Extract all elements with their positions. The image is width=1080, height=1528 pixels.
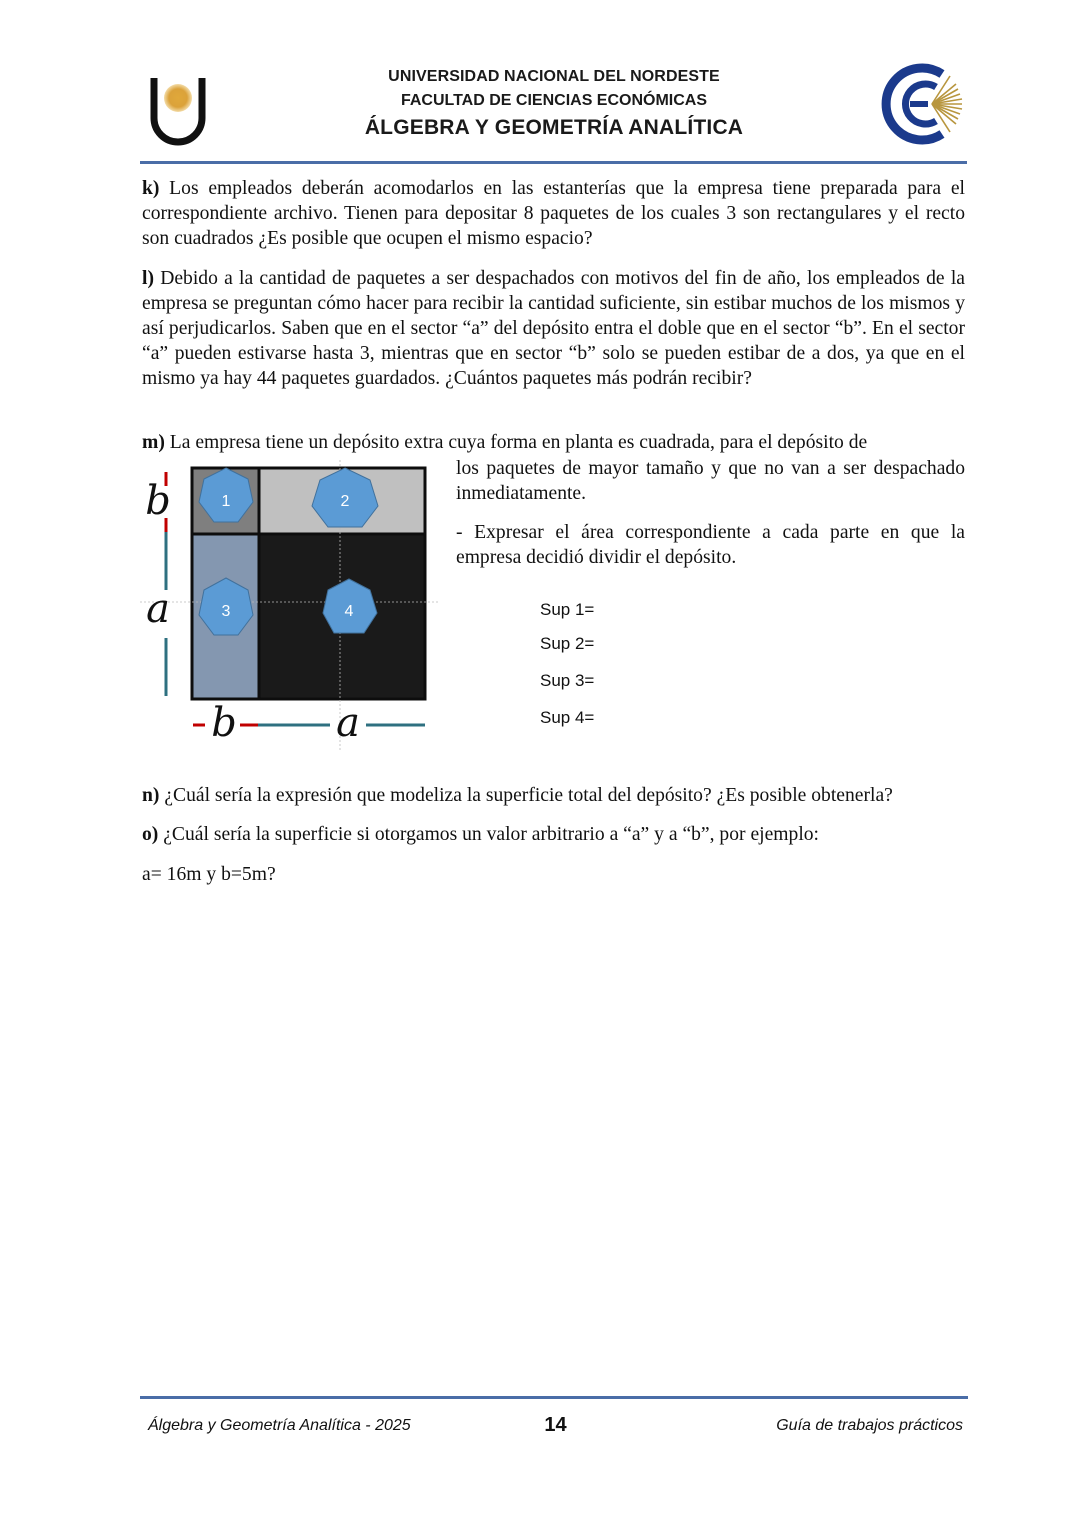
sup-2: Sup 2= [540,634,595,653]
question-m-instruction: - Expresar el área correspondiente a cada parte en que la empresa decidió dividir el depósito. [456,522,965,568]
question-l [142,266,965,391]
university-name: UNIVERSIDAD NACIONAL DEL NORDESTE [388,68,720,85]
question-k-text: Los empleados deberán acomodarlos en las estanterías que la empresa tiene preparada para el correspondiente archivo. Tienen para depositar 8 paquetes de los cuales 3 son rectangulares y el recto son cuadrados ¿Es posible que ocupen el mismo espacio? [142,178,965,249]
svg-text:1: 1 [221,493,231,510]
question-n [142,783,965,808]
question-l-label: l) [142,268,154,289]
question-o-label: o) [142,824,159,845]
footer-course: Álgebra y Geometría Analítica - 2025 [148,1417,411,1434]
question-n-text: ¿Cuál sería la expresión que modeliza la superficie total del depósito? ¿Es posible obtenerla? [159,785,893,806]
side-label-a-left: a [146,586,170,632]
side-label-b-left: b [145,478,171,524]
side-label-a-bottom: a [336,700,360,746]
svg-text:4: 4 [344,603,354,620]
question-o-text: ¿Cuál sería la superficie si otorgamos un valor arbitrario a “a” y a “b”, por ejemplo: [158,824,820,845]
question-m [142,430,965,455]
svg-text:3: 3 [221,603,231,620]
question-m-label: m) [142,432,165,453]
warehouse-diagram [140,460,440,750]
faculty-name: FACULTAD DE CIENCIAS ECONÓMICAS [400,92,708,109]
svg-text:2: 2 [340,493,350,510]
footer-guide: Guía de trabajos prácticos [776,1417,963,1434]
footer-divider [140,1396,968,1399]
side-label-b-bottom: b [211,700,237,746]
sup-3: Sup 3= [540,671,595,690]
question-k-label: k) [142,178,160,199]
header-titles [140,64,968,143]
question-n-label: n) [142,785,160,806]
question-k [142,176,965,251]
question-o [142,822,965,847]
course-title: ÁLGEBRA Y GEOMETRÍA ANALÍTICA [364,116,744,139]
question-o-example: a= 16m y b=5m? [142,864,276,885]
page-footer [148,1414,963,1442]
sup-4: Sup 4= [540,708,595,727]
page-header [140,60,968,165]
fce-logo-icon [880,62,964,146]
header-divider [140,161,967,164]
sup-1: Sup 1= [540,600,595,619]
page-number: 14 [544,1414,567,1436]
question-m-continuation: los paquetes de mayor tamaño y que no van a ser despachado inmediatamente. [456,458,965,504]
question-m-text: La empresa tiene un depósito extra cuya forma en planta es cuadrada, para el depósito de [164,432,868,453]
question-l-text: Debido a la cantidad de paquetes a ser despachados con motivos del fin de año, los empleados de la empresa se preguntan cómo hacer para recibir la cantidad suficiente, sin estibar muchos de los mismos y así perjudicarlos. Saben que en el sector “a” del depósito entra el doble que en el sector “b”. En el sector “a” pueden estivarse hasta 3, mientras que en sector “b” solo se pueden estibar de a dos, ya que en el mismo ya hay 44 paquetes guardados. ¿Cuántos paquetes más podrán recibir? [142,268,965,389]
